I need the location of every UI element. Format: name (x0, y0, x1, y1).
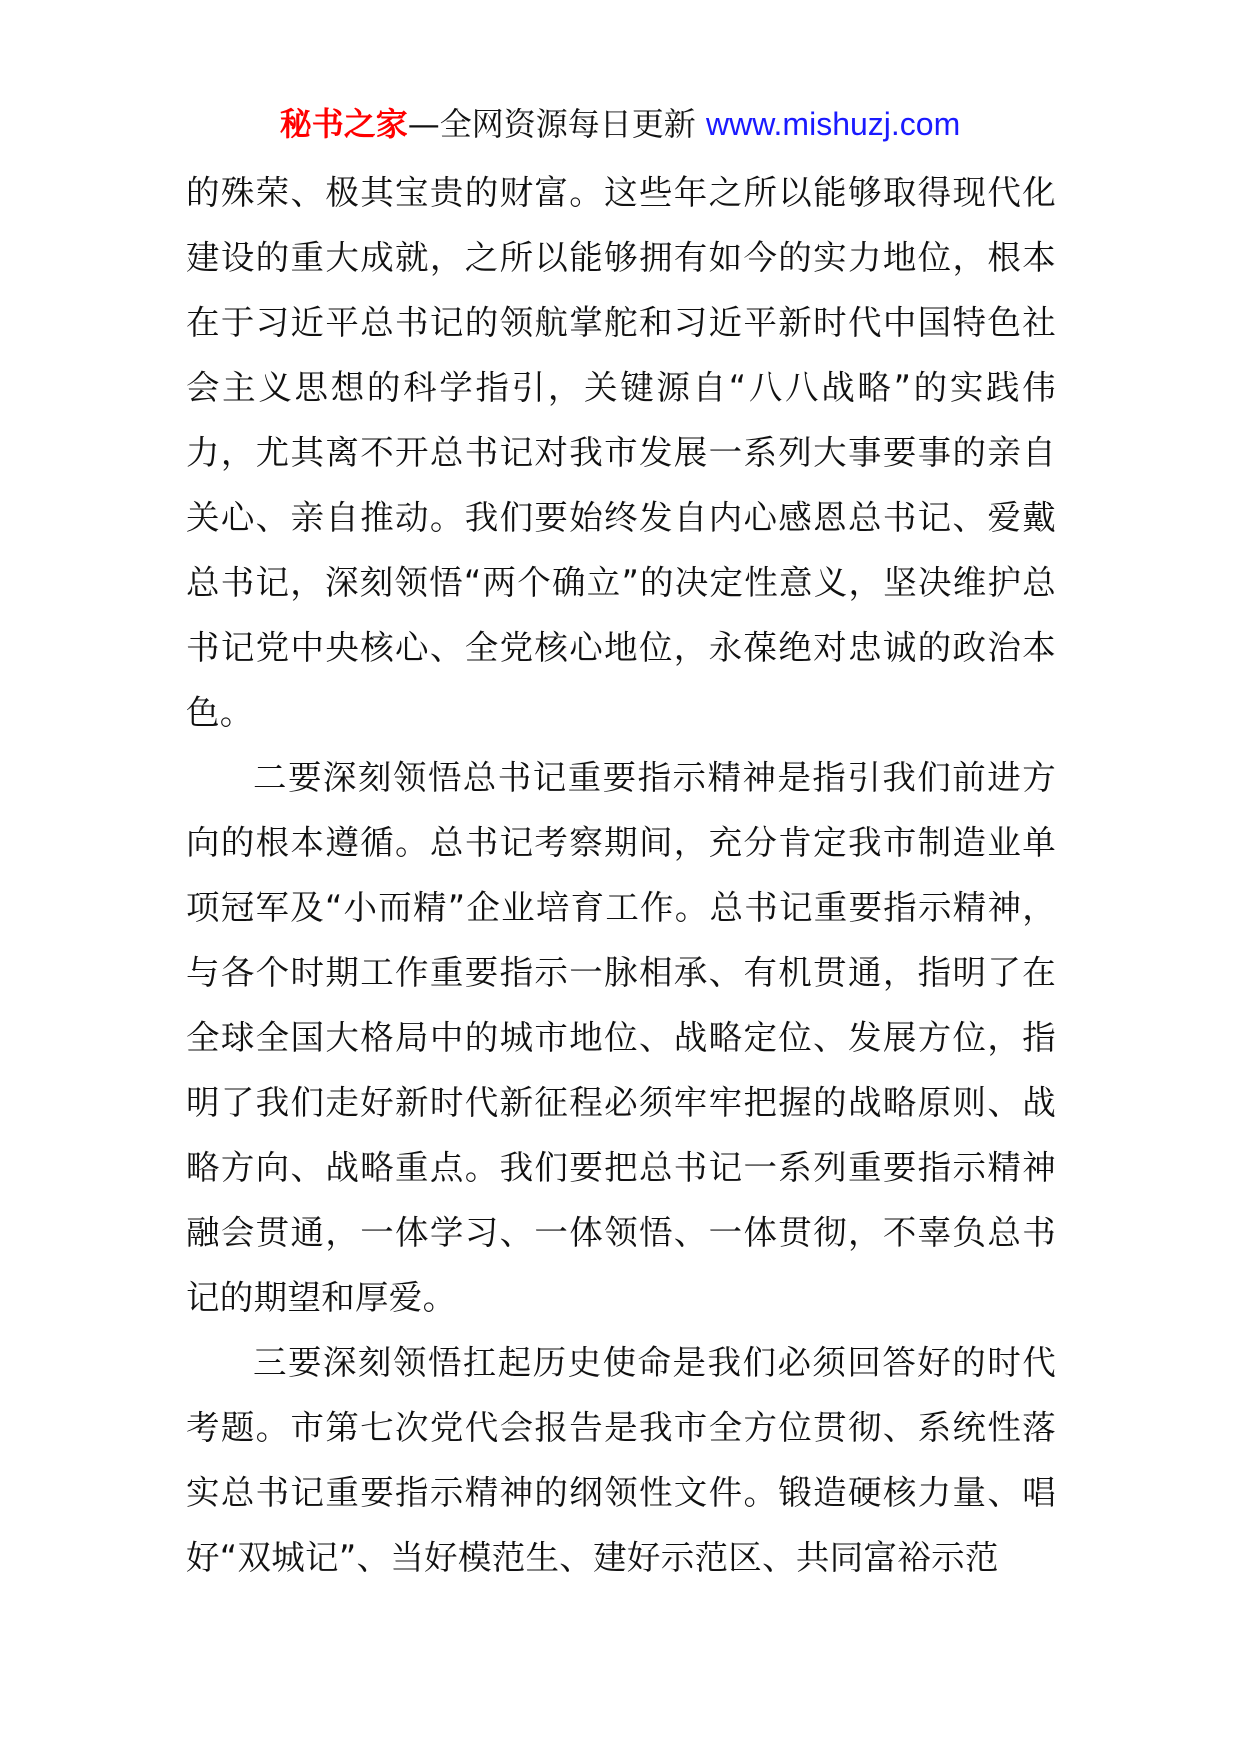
paragraph-2: 二要深刻领悟总书记重要指示精神是指引我们前进方向的根本遵循。总书记考察期间，充分肯定我市制造业单项冠军及“小而精”企业培育工作。总书记重要指示精神，与各个时期工作重要指示一脉相承、有机贯通，指明了在全球全国大格局中的城市地位、战略定位、发展方位，指明了我们走好新时代新征程必须牢牢把握的战略原则、战略方向、战略重点。我们要把总书记一系列重要指示精神融会贯通，一体学习、一体领悟、一体贯彻，不辜负总书记的期望和厚爱。 (186, 758, 1056, 1317)
site-header (0, 100, 1240, 148)
site-brand: 秘书之家 (279, 105, 408, 143)
site-tagline: —全网资源每日更新 (407, 105, 706, 143)
paragraph-3: 三要深刻领悟扛起历史使命是我们必须回答好的时代考题。市第七次党代会报告是我市全方位贯彻、系统性落实总书记重要指示精神的纲领性文件。锻造硬核力量、唱好“双城记”、当好模范生、建好示范区、共同富裕示范 (186, 1343, 1056, 1577)
document-body (186, 160, 1056, 1590)
site-url[interactable]: www.mishuzj.com (705, 106, 961, 142)
paragraph-1: 的殊荣、极其宝贵的财富。这些年之所以能够取得现代化建设的重大成就，之所以能够拥有如今的实力地位，根本在于习近平总书记的领航掌舵和习近平新时代中国特色社会主义思想的科学指引，关键源自“八八战略”的实践伟力，尤其离不开总书记对我市发展一系列大事要事的亲自关心、亲自推动。我们要始终发自内心感恩总书记、爱戴总书记，深刻领悟“两个确立”的决定性意义，坚决维护总书记党中央核心、全党核心地位，永葆绝对忠诚的政治本色。 (186, 173, 1056, 732)
